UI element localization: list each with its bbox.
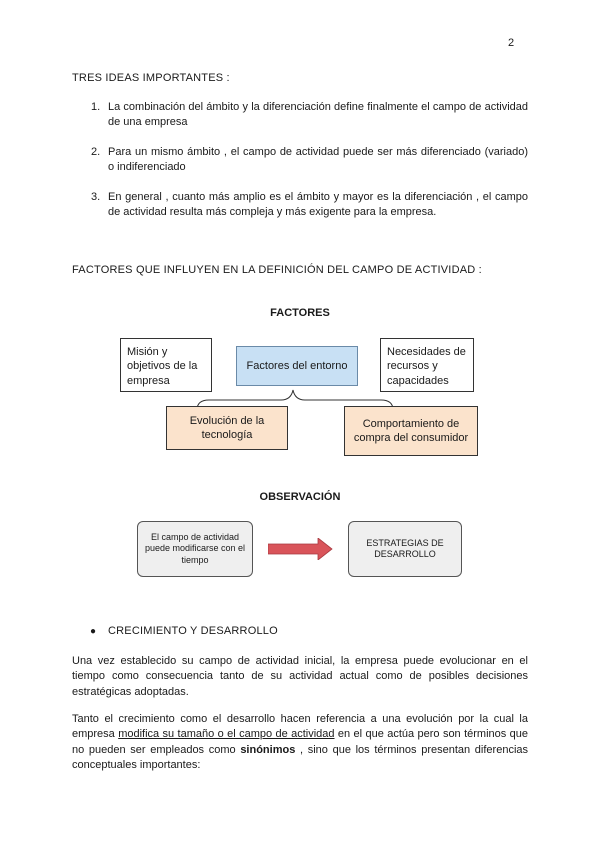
observacion-left-label: El campo de actividad puede modificarse con el tiempo [144, 532, 246, 565]
factor-comportamiento-label: Comportamiento de compra del consumidor [353, 417, 469, 444]
factor-evolucion-box [166, 406, 288, 450]
factores-title: FACTORES [270, 307, 330, 319]
list-item-text: En general , cuanto más amplio es el ámbito y mayor es la diferenciación , el campo de actividad resulta más compleja y más exigente para la empresa. [108, 191, 528, 219]
factor-comportamiento-box [344, 406, 478, 456]
factor-mision-box [120, 338, 212, 392]
factor-necesidades-box [380, 338, 474, 392]
factor-entorno-label: Factores del entorno [246, 359, 348, 372]
factor-evolucion-label: Evolución de la tecnología [189, 414, 265, 441]
factor-entorno-box [236, 346, 358, 386]
observacion-right-box [348, 521, 462, 577]
factor-necesidades-label: Necesidades de recursos y capacidades [387, 346, 466, 387]
paragraph-text-2: en el que actúa pero son términos que no pueden ser empleados como [72, 728, 528, 756]
bold-word: sinónimos [240, 743, 296, 756]
factor-mision-label: Misión y objetivos de la empresa [127, 346, 198, 387]
list-item-number: 1. [91, 101, 101, 113]
observacion-left-box [137, 521, 253, 577]
list-item-text: Para un mismo ámbito , el campo de actividad puede ser más diferenciado (variado) o indiferenciado [108, 146, 528, 174]
section-heading-tres-ideas: TRES IDEAS IMPORTANTES : [72, 72, 230, 84]
list-item [91, 145, 528, 176]
arrow-right-icon [268, 538, 334, 560]
list-item-number: 2. [91, 146, 101, 158]
observacion-right-label: ESTRATEGIAS DE DESARROLLO [366, 537, 444, 559]
list-item [91, 190, 528, 221]
list-item [91, 100, 528, 131]
paragraph-text-1: Tanto el crecimiento como el desarrollo hacen referencia a una evolución por la cual la empresa [72, 713, 528, 741]
bullet-icon: ● [90, 626, 97, 637]
list-item-number: 3. [91, 191, 101, 203]
underlined-phrase: modifica su tamaño o el campo de actividad [118, 728, 335, 741]
list-item-text: La combinación del ámbito y la diferenciación define finalmente el campo de actividad de una empresa [108, 101, 528, 129]
paragraph-campo-actividad: Una vez establecido su campo de actividad inicial, la empresa puede evolucionar en el tiempo como consecuencia tanto de su actividad actual como de posibles decisiones estratégicas adoptadas. [72, 655, 528, 698]
section-heading-factores: FACTORES QUE INFLUYEN EN LA DEFINICIÓN DEL CAMPO DE ACTIVIDAD : [72, 264, 482, 276]
ideas-list [91, 100, 528, 220]
paragraph-crecimiento-desarrollo [72, 712, 528, 774]
page-number: 2 [508, 37, 515, 49]
bullet-heading: CRECIMIENTO Y DESARROLLO [108, 625, 278, 637]
paragraph-text-3: , sino que los términos presentan diferencias conceptuales importantes: [72, 743, 529, 772]
observacion-title: OBSERVACIÓN [259, 491, 341, 503]
